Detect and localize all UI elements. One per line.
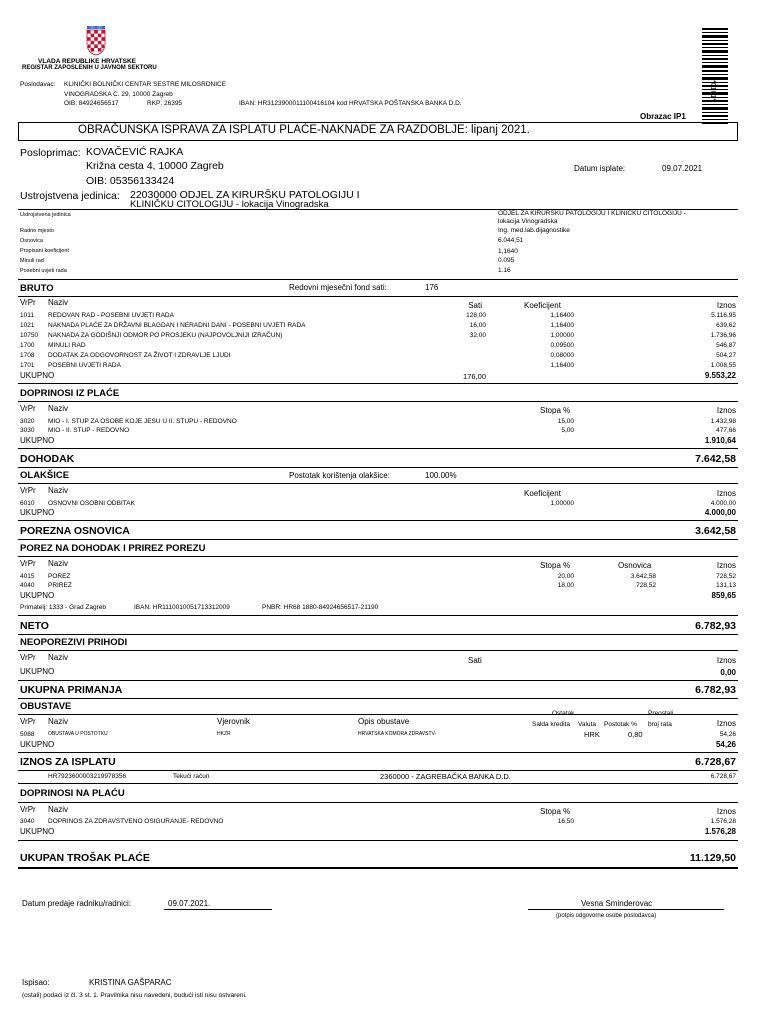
row-coef: 0,09500 [550, 342, 574, 349]
row-currency: HRK [584, 730, 600, 739]
handover-date: 09.07.2021. [168, 899, 211, 908]
row-name: PRIREZ [48, 582, 72, 589]
row-coef: 1,16400 [550, 312, 574, 319]
col-currency: Valuta [578, 721, 596, 728]
payment-date: 09.07.2021 [662, 164, 703, 173]
untaxed-total-amount: 0,00 [720, 668, 736, 677]
row-amount: 1.736,96 [710, 332, 736, 339]
row-base: 728,52 [636, 582, 656, 589]
divider [18, 714, 738, 715]
col-hours: Sati [468, 301, 482, 310]
recipient-address: Križna cesta 4, 10000 Zagreb [86, 160, 224, 172]
employer-address: VINOGRADSKA C. 29, 10000 Zagreb [64, 91, 173, 98]
employer-iban: IBAN: HR3123900011100416104 kod HRVATSKA POŠTANSKA BANKA D.D. [239, 100, 462, 107]
col-creditor: Vjerovnik [217, 717, 250, 726]
row-code: 3030 [20, 427, 35, 434]
row-name: POREZ [48, 573, 71, 580]
deductions-total-amount: 54,26 [715, 740, 736, 749]
untaxed-total-label: UKUPNO [20, 667, 55, 676]
employer-rkp: RKP: 26395 [147, 100, 183, 107]
col-desc: Opis obustave [358, 717, 410, 726]
col-name: Naziv [48, 717, 69, 726]
recipient-label: Posloprimac: [20, 147, 81, 159]
col-balance: Salda kredita [532, 721, 570, 728]
detail-value: Ing. med.lab.dijagnostike [498, 227, 570, 234]
neto-amount: 6.782,93 [695, 620, 736, 632]
contrib-title: DOPRINOSI IZ PLAĆE [20, 388, 120, 399]
recipient-oib: OIB: 05356133424 [86, 175, 175, 187]
total-income-amount: 6.782,93 [695, 684, 736, 696]
divider [18, 698, 738, 699]
deductions-total-label: UKUPNO [20, 740, 55, 749]
org-unit-line2: KLINIČKU CITOLOGIJU - lokacija Vinogradska [130, 199, 329, 210]
row-rate: 15,00 [557, 418, 574, 425]
employer-label: Poslodavac: [20, 81, 56, 88]
row-creditor: HKZR [217, 731, 231, 737]
relief-title: OLAKŠICE [20, 470, 70, 481]
detail-value: 1,1640 [498, 248, 518, 255]
row-amount: 477,66 [716, 427, 736, 434]
row-code: 4040 [20, 582, 35, 589]
payment-date-label: Datum isplate: [574, 164, 626, 173]
row-amount: 54,26 [719, 731, 736, 738]
divider [18, 770, 738, 771]
col-amount: Iznos [716, 656, 736, 665]
detail-value: 0.095 [498, 257, 515, 264]
detail-label: Osnovica [20, 238, 43, 244]
form-code: Obrazac IP1 [640, 112, 686, 121]
row-hours: 32,00 [469, 332, 486, 339]
row-coef: 1,16400 [550, 362, 574, 369]
tax-title: POREZ NA DOHODAK I PRIREZ POREZU [20, 543, 206, 554]
income-amount: 7.642,58 [695, 453, 736, 465]
col-coef: Koeficijent [524, 489, 561, 498]
col-rate: Stopa % [540, 561, 571, 570]
row-amount: 5.116,95 [711, 312, 736, 319]
row-coef: 1,16400 [550, 322, 574, 329]
col-code: VrPr [20, 717, 36, 726]
divider [18, 279, 738, 280]
relief-total-amount: 4.000,00 [704, 508, 736, 517]
coat-of-arms-logo [86, 26, 106, 56]
divider [18, 556, 738, 557]
detail-label: Minuli rad [20, 258, 44, 264]
col-code: VrPr [20, 559, 36, 568]
barcode-text: *0101* [709, 80, 716, 102]
col-name: Naziv [48, 805, 69, 814]
row-rate: 18,00 [557, 582, 574, 589]
col-name: Naziv [48, 404, 69, 413]
row-code: 10750 [20, 332, 39, 339]
registry-name: REGISTAR ZAPOSLENIH U JAVNOM SEKTORU [22, 65, 157, 71]
col-installments: broj rata [648, 721, 672, 728]
row-code: 3020 [20, 418, 35, 425]
row-amount: 1.008,55 [710, 362, 736, 369]
tax-total-label: UKUPNO [20, 591, 55, 600]
row-coef: 1,00000 [550, 332, 574, 339]
row-name: DOPRINOS ZA ZDRAVSTVENO OSIGURANJE- REDOVNO [48, 818, 224, 825]
payout-title: IZNOS ZA ISPLATU [20, 756, 116, 768]
org-unit-label: Ustrojstvena jedinica: [20, 190, 120, 202]
tax-recipient-pnbr: PNBR: HR68 1880-84924656517-21190 [262, 604, 379, 611]
gov-name: VLADA REPUBLIKE HRVATSKE [38, 58, 136, 65]
row-rate: 20,00 [557, 573, 574, 580]
row-pct: 0,80 [628, 730, 643, 739]
recipient-name: KOVAČEVIĆ RAJKA [86, 146, 184, 158]
row-name: OSNOVNI OSOBNI ODBITAK [48, 500, 135, 507]
contrib-on-total-amount: 1.576,28 [704, 827, 736, 836]
col-code: VrPr [20, 653, 36, 662]
row-amount: 1.576,28 [710, 818, 736, 825]
divider [18, 802, 738, 803]
fund-label: Redovni mjesečni fond sati: [289, 283, 387, 292]
divider [18, 448, 738, 449]
col-hours: Sati [468, 656, 482, 665]
fund-value: 176 [425, 283, 439, 292]
row-name: NAKNADA ZA GODIŠNJI ODMOR PO PROSJEKU (NAJPOVOLJNIJI IZRAČUN) [48, 332, 283, 339]
col-code: VrPr [20, 805, 36, 814]
untaxed-title: NEOPOREZIVI PRIHODI [20, 637, 128, 648]
row-code: 4015 [20, 573, 35, 580]
col-name: Naziv [48, 298, 69, 307]
divider [18, 296, 738, 297]
detail-label: Posebni uvjeti rada [20, 268, 67, 274]
row-rate: 5,00 [561, 427, 574, 434]
total-income-title: UKUPNA PRIMANJA [20, 684, 123, 696]
row-coef: 0,08000 [550, 352, 574, 359]
row-code: 1011 [20, 312, 34, 319]
tax-base-amount: 3.642,58 [695, 525, 736, 537]
row-name: NAKNADA PLAĆE ZA DRŽAVNI BLAGDAN I NERADNI DANI - POSEBNI UVJETI RADA [48, 322, 306, 329]
divider [18, 383, 738, 384]
tax-recipient: Primatelj: 1333 - Grad Zagreb [20, 604, 106, 611]
row-hours: 128,00 [466, 312, 486, 319]
col-pct: Postotak % [604, 721, 637, 728]
detail-label: Radno mjesto [20, 228, 54, 234]
payout-bank: 2360000 - ZAGREBAČKA BANKA D.D. [380, 772, 511, 781]
payout-account-type: Tekući račun [173, 773, 210, 780]
col-amount: Iznos [716, 301, 736, 310]
row-name: OBUSTAVA U POSTOTKU [48, 731, 108, 737]
barcode-graphic [702, 28, 728, 124]
signature-line [528, 909, 724, 910]
bruto-total-hours: 176,00 [463, 372, 486, 381]
row-code: 3040 [20, 818, 35, 825]
col-remaining: Ostatak [552, 710, 575, 717]
col-name: Naziv [48, 559, 69, 568]
contrib-on-title: DOPRINOSI NA PLAĆU [20, 788, 125, 799]
divider [18, 867, 738, 869]
divider [18, 615, 738, 616]
divider [18, 520, 738, 521]
payout-amount: 6.728,67 [695, 756, 736, 768]
divider [18, 467, 738, 468]
payout-line-amount: 6.728,67 [710, 773, 736, 780]
employer-name: KLINIČKI BOLNIČKI CENTAR SESTRE MILOSRDNICE [64, 81, 227, 88]
detail-label: Ustrojstvena jedinica [20, 212, 71, 218]
detail-value: 6.044,51 [498, 237, 524, 244]
payout-account: HR7923600003219978356 [48, 773, 127, 780]
row-amount: 1.432,98 [710, 418, 736, 425]
col-code: VrPr [20, 404, 36, 413]
signatory-note: (potpis odgovorne osobe poslodavca) [556, 913, 657, 919]
printed-by-label: Ispisao: [22, 978, 50, 987]
col-name: Naziv [48, 653, 69, 662]
col-amount: Iznos [716, 807, 736, 816]
row-code: 5088 [20, 731, 35, 738]
printed-by-name: KRISTINA GAŠPARAC [89, 978, 172, 987]
row-name: DODATAK ZA ODGOVORNOST ZA ŽIVOT I ZDRAVLJE LJUDI [48, 352, 231, 359]
row-name: MIO - I. STUP ZA OSOBE KOJE JESU U II. STUPU - REDOVNO [48, 418, 237, 425]
col-rate: Stopa % [540, 807, 571, 816]
col-amount: Iznos [716, 719, 736, 728]
row-code: 6010 [20, 500, 35, 507]
deductions-title: OBUSTAVE [20, 701, 72, 712]
bruto-title: BRUTO [20, 283, 54, 294]
document-title: OBRAČUNSKA ISPRAVA ZA ISPLATU PLAĆE-NAKNADE ZA RAZDOBLJE: lipanj 2021. [78, 124, 530, 136]
row-name: MINULI RAD [48, 342, 86, 349]
divider [18, 783, 738, 784]
row-rate: 16,50 [557, 818, 574, 825]
col-amount: Iznos [716, 561, 736, 570]
relief-total-label: UKUPNO [20, 508, 55, 517]
handover-label: Datum predaje radniku/radnici: [22, 899, 131, 908]
row-amount: 504,27 [716, 352, 736, 359]
bruto-total-amount: 9.553,22 [704, 371, 736, 380]
detail-value: 1.16 [498, 267, 511, 274]
row-hours: 16,00 [469, 322, 486, 329]
income-title: DOHODAK [20, 453, 75, 465]
row-amount: 4.000,00 [710, 500, 736, 507]
org-unit-line1: 22030000 ODJEL ZA KIRURŠKU PATOLOGIJU I [130, 189, 360, 201]
col-code: VrPr [20, 486, 36, 495]
detail-unit-value: lokacija Vinogradska [498, 218, 558, 225]
row-amount: 546,87 [716, 342, 736, 349]
detail-label: Propisani koeficijent [20, 248, 69, 254]
divider [18, 840, 738, 841]
row-base: 3.642,58 [630, 573, 656, 580]
col-amount: Iznos [716, 406, 736, 415]
tax-base-title: POREZNA OSNOVICA [20, 525, 130, 537]
row-amount: 639,62 [716, 322, 736, 329]
col-left: Preostali [648, 710, 674, 717]
divider [18, 680, 738, 681]
col-amount: Iznos [716, 489, 736, 498]
relief-usage-value: 100.00% [425, 471, 457, 480]
tax-total-amount: 859,65 [711, 591, 736, 600]
divider [18, 483, 738, 484]
signatory-name: Vesna Sminderovac [581, 899, 653, 908]
col-coef: Koeficijent [524, 301, 561, 310]
contrib-on-total-label: UKUPNO [20, 827, 55, 836]
legal-note: (ostali) podaci iz čl. 3 st. 1. Pravilnika nisu navedeni, budući isti nisu ostvareni. [22, 992, 247, 999]
col-code: VrPr [20, 298, 36, 307]
row-name: REDOVAN RAD - POSEBNI UVJETI RADA [48, 312, 174, 319]
col-base: Osnovica [618, 561, 652, 570]
bruto-total-label: UKUPNO [20, 371, 55, 380]
col-name: Naziv [48, 486, 69, 495]
total-cost-amount: 11.129,50 [689, 852, 736, 864]
detail-unit-value: ODJEL ZA KIRURŠKU PATOLOGIJU I KLINIČKU CITOLOGIJU - [498, 210, 686, 217]
divider [18, 650, 738, 651]
contrib-total-label: UKUPNO [20, 436, 55, 445]
row-amount: 728,52 [716, 573, 736, 580]
col-rate: Stopa % [540, 406, 571, 415]
row-code: 1708 [20, 352, 35, 359]
employer-oib: OIB: 84924656517 [64, 100, 119, 107]
handover-line [164, 909, 272, 910]
row-name: POSEBNI UVJETI RADA [48, 362, 121, 369]
row-code: 1021 [20, 322, 35, 329]
divider [18, 539, 738, 540]
row-desc: HRVATSKA KOMORA ZDRAVSTV- [358, 731, 437, 737]
divider [18, 634, 738, 635]
tax-recipient-iban: IBAN: HR1110010051713312009 [134, 604, 230, 611]
relief-usage-label: Postotak korištenja olakšice: [289, 471, 390, 480]
contrib-total-amount: 1.910,64 [704, 436, 736, 445]
row-name: MIO - II. STUP - REDOVNO [48, 427, 130, 434]
row-coef: 1,00000 [550, 500, 574, 507]
neto-title: NETO [20, 620, 49, 632]
total-cost-title: UKUPAN TROŠAK PLAĆE [20, 852, 150, 864]
divider [18, 401, 738, 402]
row-amount: 131,13 [716, 582, 736, 589]
divider [18, 752, 738, 753]
row-code: 1701 [20, 362, 35, 369]
row-code: 1700 [20, 342, 35, 349]
